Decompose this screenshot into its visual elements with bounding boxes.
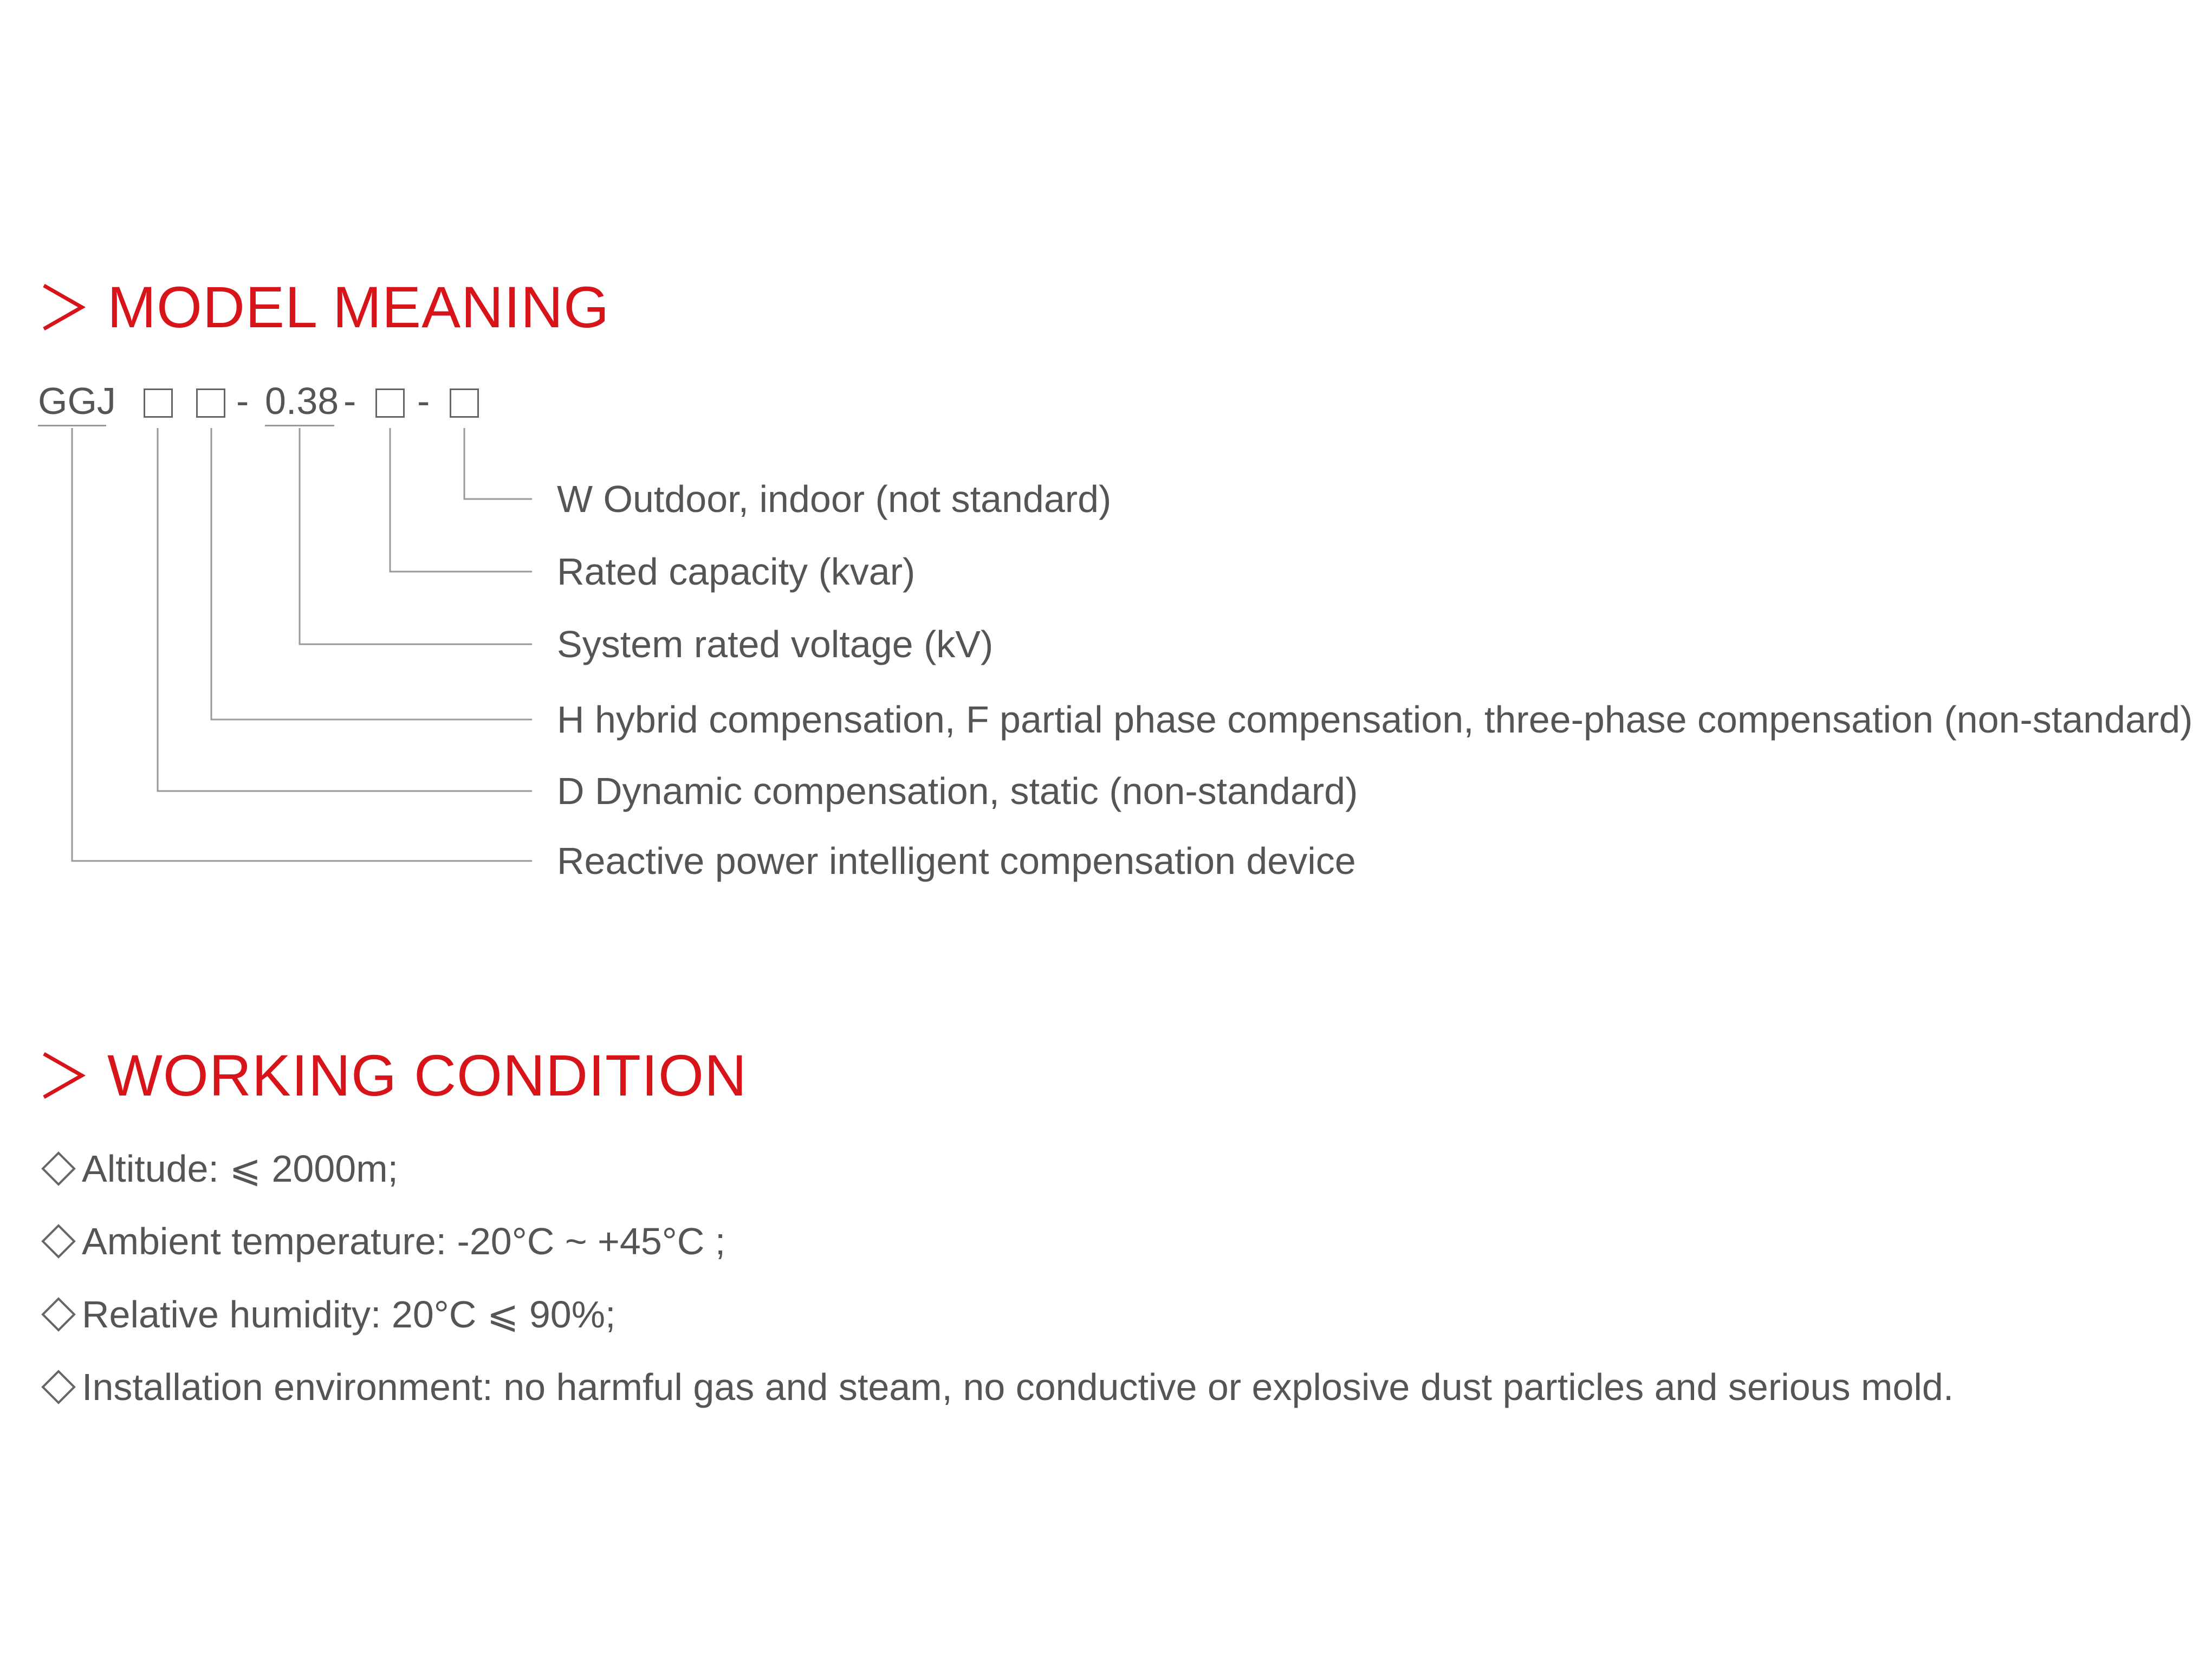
section-title: MODEL MEANING [107,274,610,340]
diamond-outline-icon [41,1223,76,1259]
code-separator: - [343,380,356,422]
code-prefix: GGJ [38,380,116,422]
description-rated-voltage: System rated voltage (kV) [557,623,994,665]
code-separator: - [417,380,430,422]
diamond-outline-icon [41,1297,76,1332]
condition-text: Ambient temperature: -20°C ~ +45°C ; [82,1220,726,1262]
description-rated-capacity: Rated capacity (kvar) [557,550,916,593]
condition-text: Installation environment: no harmful gas and steam, no conductive or explosive dust particles and serious mold. [82,1366,1954,1408]
condition-text: Altitude: ⩽ 2000m; [82,1148,398,1190]
working-condition-heading [41,1042,747,1108]
code-voltage: 0.38 [265,380,339,422]
description-compensation-type: H hybrid compensation, F partial phase compensation, three-phase compensation (non-standard) [557,698,2193,741]
diamond-outline-icon [41,1151,76,1187]
diamond-outline-icon [41,1369,76,1405]
code-separator: - [236,380,249,422]
chevron-right-icon [41,1051,87,1100]
condition-item-humidity [41,1293,615,1336]
section-title: WORKING CONDITION [107,1042,747,1108]
condition-text: Relative humidity: 20°C ⩽ 90%; [82,1293,616,1336]
condition-item-installation [41,1365,1954,1409]
condition-item-temperature [41,1220,725,1263]
description-outdoor: W Outdoor, indoor (not standard) [557,478,1112,520]
description-device: Reactive power intelligent compensation device [557,840,1356,882]
description-dynamic: D Dynamic compensation, static (non-standard) [557,770,1358,812]
condition-item-altitude [41,1147,398,1190]
